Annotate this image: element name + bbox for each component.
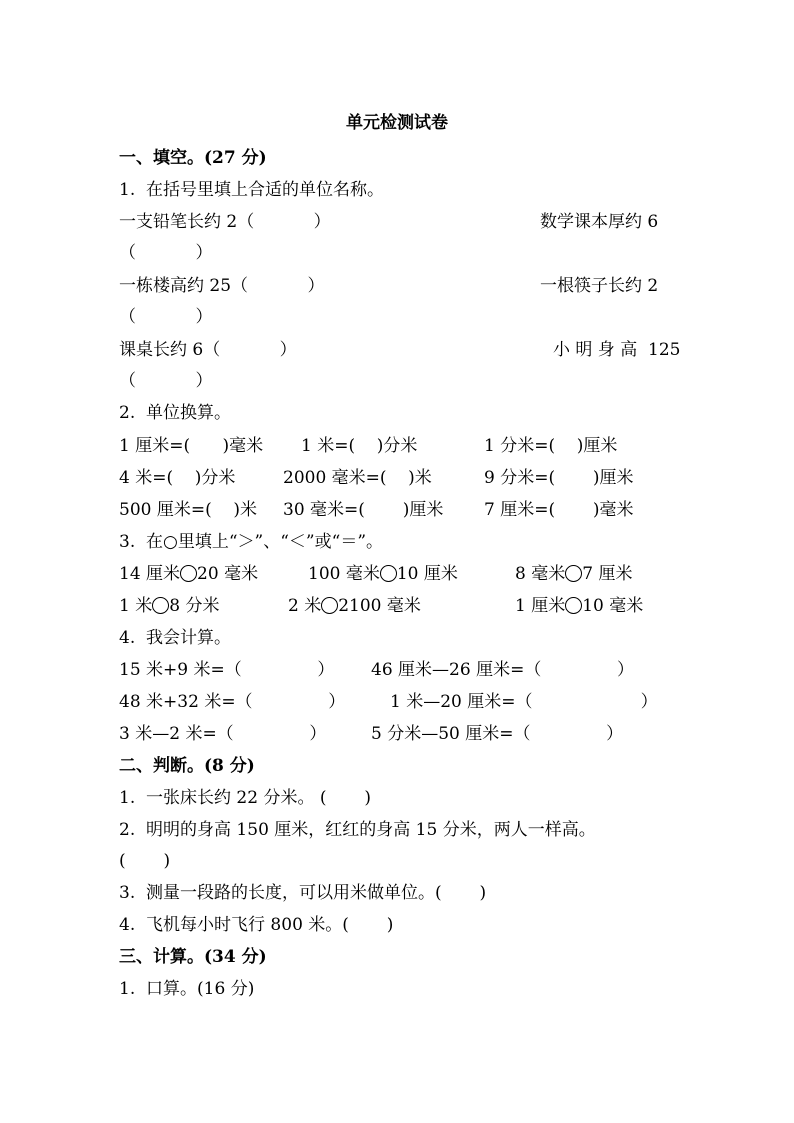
- page-title: 单元检测试卷: [346, 113, 448, 133]
- q3-right-value: 7 厘米: [582, 564, 633, 584]
- q1-row1-cont: （ ）: [119, 243, 213, 263]
- section-3-heading: 三、计算。(34 分): [119, 947, 267, 967]
- q1-row1-right: 数学课本厚约 6: [540, 212, 659, 232]
- q3-item: [288, 596, 421, 616]
- q3-left-value: 2 米: [288, 596, 322, 616]
- q2-item: 1 厘米=( )毫米: [119, 436, 264, 456]
- q2-item: 500 厘米=( )米: [119, 500, 257, 520]
- q3-prompt: 3. 在○里填上“＞”、“＜”或“＝”。: [119, 532, 384, 552]
- q3-left-value: 100 毫米: [308, 564, 380, 584]
- q3-left-value: 1 米: [119, 596, 153, 616]
- q2-item: 2000 毫米=( )米: [283, 468, 432, 488]
- compare-circle-icon[interactable]: [565, 565, 582, 582]
- judge-item-4: 4. 飞机每小时飞行 800 米。( ): [119, 915, 394, 935]
- section-2-heading: 二、判断。(8 分): [119, 756, 255, 776]
- q1-row1-left: 一支铅笔长约 2（ ）: [119, 212, 331, 232]
- compare-circle-icon[interactable]: [180, 565, 197, 582]
- q2-item: 1 米=( )分米: [301, 436, 418, 456]
- compare-circle-icon[interactable]: [321, 597, 338, 614]
- judge-item-2: 2. 明明的身高 150 厘米，红红的身高 15 分米，两人一样高。: [119, 820, 596, 840]
- q2-prompt: 2. 单位换算。: [119, 403, 232, 423]
- q1-prompt: 1. 在括号里填上合适的单位名称。: [119, 180, 385, 200]
- q3-right-value: 10 毫米: [582, 596, 644, 616]
- q3-item: [515, 596, 643, 616]
- q4-item: 3 米—2 米=（ ）: [119, 724, 327, 744]
- q3-right-value: 20 毫米: [197, 564, 259, 584]
- q1-row2-left: 一栋楼高约 25（ ）: [119, 276, 325, 296]
- q4-item: 46 厘米—26 厘米=（ ）: [371, 660, 634, 680]
- q1-row3-left: 课桌长约 6（ ）: [119, 340, 297, 360]
- q3-left-value: 14 厘米: [119, 564, 181, 584]
- q1-row2-right: 一根筷子长约 2: [540, 276, 659, 296]
- calc-item-1: 1. 口算。(16 分): [119, 979, 255, 999]
- compare-circle-icon[interactable]: [152, 597, 169, 614]
- q4-item: 1 米—20 厘米=（ ）: [390, 692, 658, 712]
- q3-item: [119, 596, 219, 616]
- q3-left-value: 1 厘米: [515, 596, 566, 616]
- q3-right-value: 2100 毫米: [338, 596, 421, 616]
- q2-item: 4 米=( )分米: [119, 468, 236, 488]
- q4-item: 5 分米—50 厘米=（ ）: [371, 724, 624, 744]
- q2-item: 30 毫米=( )厘米: [283, 500, 444, 520]
- judge-item-1: 1. 一张床长约 22 分米。 ( ): [119, 788, 371, 808]
- q3-right-value: 10 厘米: [396, 564, 458, 584]
- q3-item: [308, 564, 458, 584]
- judge-item-2-cont: ( ): [119, 851, 171, 871]
- q1-row3-cont: （ ）: [119, 371, 213, 391]
- q4-item: 15 米+9 米=（ ）: [119, 660, 335, 680]
- q2-item: 9 分米=( )厘米: [484, 468, 634, 488]
- q2-item: 1 分米=( )厘米: [484, 436, 618, 456]
- q3-item: [119, 564, 258, 584]
- q3-right-value: 8 分米: [169, 596, 220, 616]
- q3-item: [515, 564, 632, 584]
- section-1-heading: 一、填空。(27 分): [119, 148, 267, 168]
- compare-circle-icon[interactable]: [565, 597, 582, 614]
- q4-item: 48 米+32 米=（ ）: [119, 692, 346, 712]
- q2-item: 7 厘米=( )毫米: [484, 500, 634, 520]
- q1-row2-cont: （ ）: [119, 307, 213, 327]
- q1-row3-right: 小 明 身 高 125: [553, 340, 681, 360]
- compare-circle-icon[interactable]: [380, 565, 397, 582]
- q3-left-value: 8 毫米: [515, 564, 566, 584]
- q4-prompt: 4. 我会计算。: [119, 628, 232, 648]
- judge-item-3: 3. 测量一段路的长度，可以用米做单位。( ): [119, 883, 487, 903]
